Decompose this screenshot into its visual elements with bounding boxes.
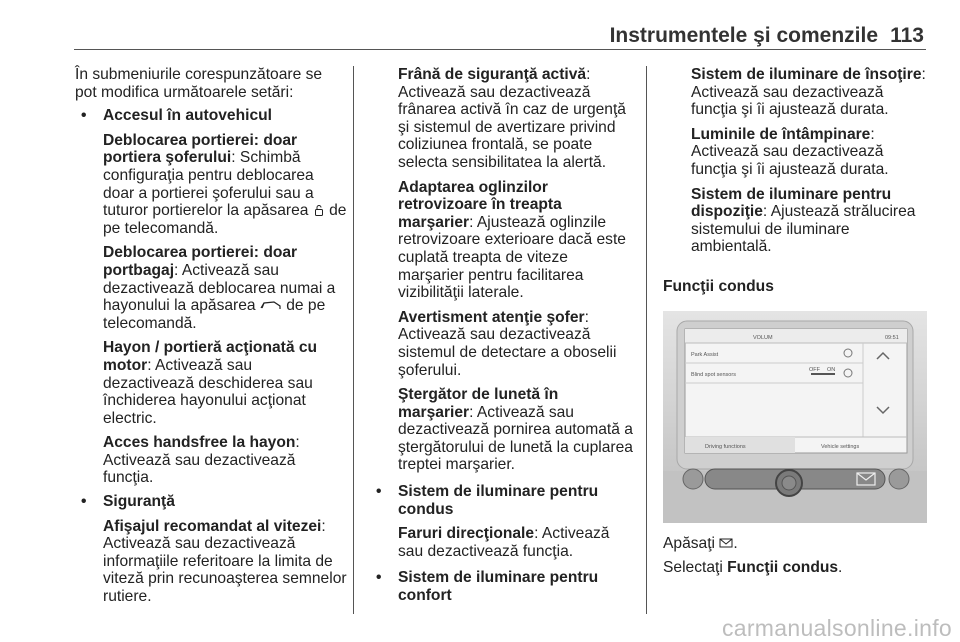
setting-paragraph bbox=[398, 309, 638, 379]
setting-text: : Ajustează strălucirea sistemului de iluminare ambientală. bbox=[691, 203, 916, 256]
setting-title: Frână de siguranţă activă bbox=[398, 66, 587, 83]
screen-row-value-on: ON bbox=[827, 366, 836, 373]
column-divider bbox=[353, 66, 354, 614]
list-item-title: Accesul în autovehicul bbox=[103, 107, 272, 125]
instruction-menu-name: Funcţii condus bbox=[727, 559, 839, 577]
intro-paragraph: În submeniurile corespunzătoare se pot modifica următoarele setări: bbox=[75, 66, 323, 101]
bullet-dot: • bbox=[376, 569, 382, 587]
unlock-icon bbox=[313, 204, 325, 216]
setting-text: : Activează sau dezactivează funcţia. bbox=[398, 525, 610, 560]
instruction-paragraph bbox=[663, 559, 927, 577]
list-item-title: Siguranţă bbox=[103, 493, 175, 511]
instruction-text: Selectaţi bbox=[663, 559, 728, 577]
setting-title: Deblocarea portierei: doar portbagaj bbox=[103, 244, 298, 279]
setting-title: Hayon / portieră acţionată cu motor bbox=[103, 339, 318, 374]
list-item bbox=[370, 569, 638, 604]
setting-title: Sistem de iluminare pentru dispoziţie bbox=[691, 185, 892, 221]
section-title: Instrumentele şi comenzile bbox=[609, 24, 878, 47]
list-item-title: Sistem de iluminare pentru confort bbox=[398, 569, 599, 605]
list-item bbox=[75, 493, 347, 606]
list-item-title: Sistem de iluminare pentru condus bbox=[398, 483, 599, 518]
instruction-paragraph bbox=[663, 535, 927, 553]
setting-text: de pe telecomandă. bbox=[103, 202, 347, 237]
screen-tab-vehicle-settings: Vehicle settings bbox=[821, 443, 860, 450]
bullet-dot: • bbox=[81, 493, 87, 511]
setting-paragraph bbox=[103, 244, 347, 332]
setting-text: : Activează sau dezactivează sistemul de detectare a oboselii şoferului. bbox=[398, 308, 617, 379]
setting-text: : Schimbă configuraţia pentru deblocarea doar a portierei şoferului sau a tuturor portierelor la apăsarea bbox=[103, 149, 314, 220]
setting-paragraph bbox=[691, 66, 927, 119]
column-3 bbox=[663, 66, 927, 577]
setting-paragraph bbox=[398, 386, 638, 474]
tailgate-icon bbox=[260, 299, 282, 311]
setting-title: Sistem de iluminare de însoţire bbox=[691, 66, 922, 83]
setting-title: Adaptarea oglinzilor retrovizoare în treapta marşarier bbox=[398, 178, 562, 231]
setting-paragraph bbox=[398, 525, 638, 560]
setting-text: : Activează sau dezactivează pornirea automată a ştergătorului de lunetă la cuplarea treptei marşarier. bbox=[398, 403, 633, 474]
instruction-text: Apăsaţi bbox=[663, 534, 720, 552]
setting-paragraph bbox=[103, 132, 347, 238]
instruction-text: . bbox=[733, 534, 738, 552]
setting-paragraph bbox=[691, 186, 927, 256]
column-1 bbox=[75, 66, 347, 606]
setting-text: : Ajustează oglinzile retrovizoare exterioare dacă este cuplată treapta de viteze marşarier pentru facilitarea vizibilităţii laterale. bbox=[398, 213, 626, 302]
setting-text: : Activează sau dezactivează funcţia şi îi ajustează durata. bbox=[691, 66, 926, 119]
bullet-dot: • bbox=[81, 107, 87, 125]
screen-row-blind-spot: Blind spot sensors bbox=[691, 371, 736, 378]
setting-text: de pe telecomandă. bbox=[103, 297, 326, 332]
vehicle-settings-icon bbox=[719, 537, 733, 549]
setting-text: : Activează sau dezactivează informaţiile referitoare la limita de viteză prin recunoaşterea semnelor rutiere. bbox=[103, 517, 347, 606]
setting-paragraph bbox=[103, 434, 347, 487]
setting-title: Avertisment atenţie şofer bbox=[398, 308, 585, 326]
setting-title: Acces handsfree la hayon bbox=[103, 434, 296, 452]
screen-volume-label: VOLUM bbox=[753, 334, 773, 341]
setting-title: Ştergător de lunetă în marşarier bbox=[398, 386, 559, 421]
column-2 bbox=[376, 66, 638, 605]
setting-paragraph bbox=[691, 126, 927, 179]
setting-paragraph bbox=[103, 339, 347, 427]
setting-text: : Activează sau dezactivează deschiderea sau închiderea hayonului acţionat electric. bbox=[103, 356, 313, 427]
screen-time-label: 09:51 bbox=[885, 334, 899, 341]
setting-paragraph bbox=[398, 179, 638, 302]
column-divider bbox=[646, 66, 647, 614]
instruction-text: . bbox=[838, 559, 843, 577]
watermark: carmanualsonline.info bbox=[721, 615, 952, 641]
setting-title: Faruri direcţionale bbox=[398, 525, 535, 543]
list-item bbox=[75, 107, 347, 487]
setting-text: : Activează sau dezactivează deblocarea numai a hayonului la apăsarea bbox=[103, 261, 336, 315]
setting-text: : Activează sau dezactivează funcţia şi îi ajustează durata. bbox=[691, 125, 889, 178]
subsection-heading: Funcţii condus bbox=[663, 277, 774, 295]
infotainment-photo bbox=[663, 311, 927, 523]
list-item bbox=[370, 483, 638, 560]
setting-text: : Activează sau dezactivează frânarea activă în caz de urgenţă şi sistemul de avertizare privind coliziunea frontală, se poate selecta sensibilitatea la alertă. bbox=[398, 66, 626, 171]
infotainment-illustration bbox=[663, 311, 927, 523]
page-number: 113 bbox=[890, 24, 924, 47]
setting-paragraph bbox=[103, 518, 347, 606]
header-divider bbox=[74, 49, 926, 50]
screen-row-value-off: OFF bbox=[809, 366, 820, 373]
setting-title: Deblocarea portierei: doar portiera şoferului bbox=[103, 131, 298, 167]
setting-text: : Activează sau dezactivează funcţia. bbox=[103, 434, 300, 487]
screen-tab-driving-functions: Driving functions bbox=[705, 443, 746, 450]
page-header bbox=[0, 0, 960, 50]
setting-paragraph bbox=[398, 66, 638, 172]
setting-title: Afişajul recomandat al vitezei bbox=[103, 517, 322, 535]
bullet-dot: • bbox=[376, 483, 382, 501]
setting-title: Luminile de întâmpinare bbox=[691, 125, 871, 143]
screen-row-park-assist: Park Assist bbox=[691, 351, 719, 358]
